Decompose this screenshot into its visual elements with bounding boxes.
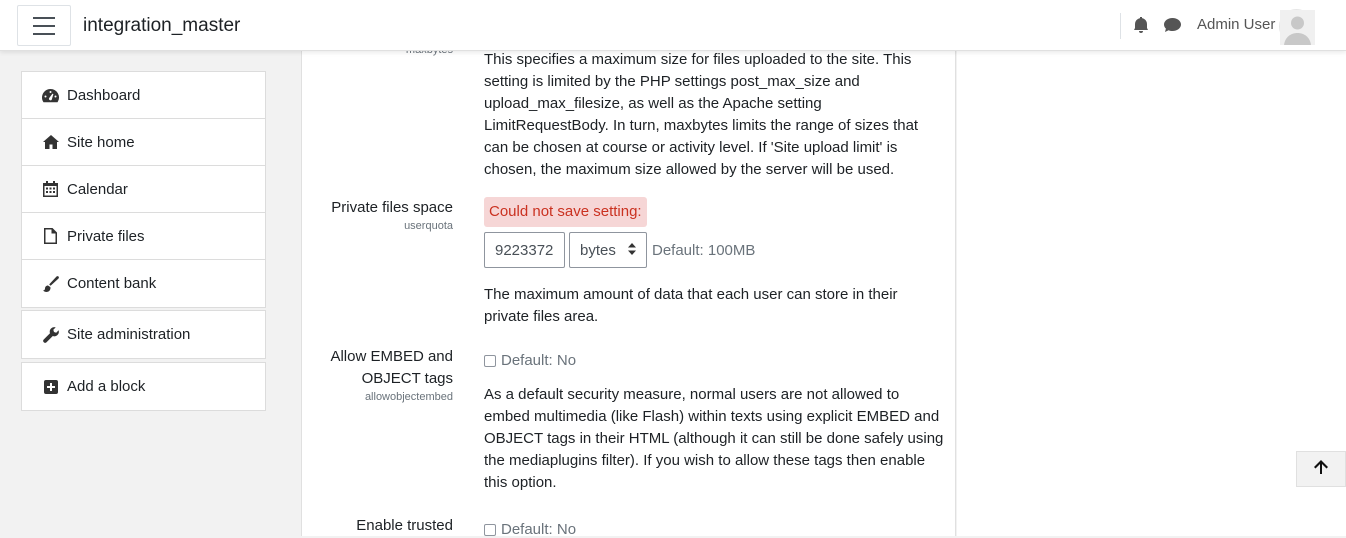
nav-item-label: Add a block [67,378,146,395]
nav-item-label: Private files [67,227,145,245]
nav-item-label: Site home [67,133,135,151]
default-value-note: Default: No [501,352,577,369]
site-name-link[interactable]: integration_master [83,15,241,36]
select-arrows-icon [628,242,636,259]
dashboard-icon [42,87,59,104]
setting-shortname: allowobjectembed [364,391,453,403]
back-to-top-button[interactable] [1296,451,1346,487]
nav-item-calendar[interactable] [22,166,265,213]
hamburger-icon-line [33,33,55,35]
allowobjectembed-checkbox[interactable] [484,355,496,367]
allowobjectembed-checkbox-row [484,352,944,369]
nav-drawer [0,51,286,536]
userquota-value-input[interactable]: 9223372 [484,232,565,268]
error-message: Could not save setting: [484,197,647,227]
setting-description: The maximum amount of data that each user can store in their private files area. [484,286,898,325]
notifications-bell-icon[interactable] [1132,16,1150,34]
nav-item-site-home[interactable] [22,119,265,166]
file-icon [42,228,59,245]
messages-comment-icon[interactable] [1163,16,1181,34]
nav-item-dashboard[interactable] [22,72,265,119]
allowobjectembed-content [484,352,944,494]
enabletrusted-content [484,521,944,538]
admin-nav-block [21,310,266,359]
brush-icon [42,275,59,292]
primary-nav-block [21,71,266,308]
setting-description: This specifies a maximum size for files uploaded to the site. This setting is limited by the PHP settings post_max_size and upload_max_filesize, as well as the Apache setting LimitRequestBody. In turn, maxbytes limits the range of sizes that can be chosen at course or activity level. If 'Site upload limit' is chosen, the maximum size allowed by the server will be used. [484,51,919,178]
home-icon [42,134,59,151]
enabletrusted-checkbox[interactable] [484,524,496,536]
nav-item-label: Dashboard [67,86,141,104]
nav-item-site-administration[interactable] [22,311,265,358]
setting-label-line2: OBJECT tags [361,370,453,387]
drawer-toggle-button[interactable] [17,5,71,46]
calendar-icon [42,181,59,198]
hamburger-icon-line [33,17,55,19]
settings-page [301,51,956,536]
default-value-note: Default: No [501,521,577,538]
add-block-nav-block [21,362,266,411]
setting-label-line1: Allow EMBED and [330,348,453,365]
setting-label: Private files space [331,199,453,216]
nav-item-add-a-block[interactable] [22,363,265,410]
allowobjectembed-label-col [330,346,453,404]
nav-item-content-bank[interactable] [22,260,265,307]
setting-description: As a default security measure, normal users are not allowed to embed multimedia (like Flash) within texts using explicit EMBED and OBJECT tags in their HTML (although it can still be done safely using the mediaplugins filter). If you wish to allow these tags then enable this option. [484,386,944,491]
enabletrusted-checkbox-row [484,521,944,538]
setting-shortname: userquota [404,220,453,232]
unit-select-value: bytes [580,241,616,259]
nav-item-private-files[interactable] [22,213,265,260]
maxbytes-content [484,49,944,181]
nav-item-label: Calendar [67,180,128,198]
plus-square-icon [42,378,59,395]
nav-item-label: Site administration [67,326,191,343]
navbar-divider [1120,13,1121,39]
user-menu-name[interactable]: Admin User [1197,16,1276,33]
userquota-label-col [331,197,453,233]
userquota-unit-select[interactable] [569,232,647,268]
navbar [0,0,1346,51]
user-avatar[interactable] [1279,9,1314,44]
enabletrusted-label-col [356,515,453,537]
setting-label: Enable trusted [356,517,453,534]
default-value-note: Default: 100MB [652,241,756,259]
right-blank-area [957,51,1346,536]
hamburger-icon-line [33,25,55,27]
arrow-up-icon [1314,460,1328,478]
wrench-icon [42,326,59,343]
userquota-field-row [484,232,944,268]
nav-item-label: Content bank [67,275,157,292]
userquota-content [484,197,944,328]
